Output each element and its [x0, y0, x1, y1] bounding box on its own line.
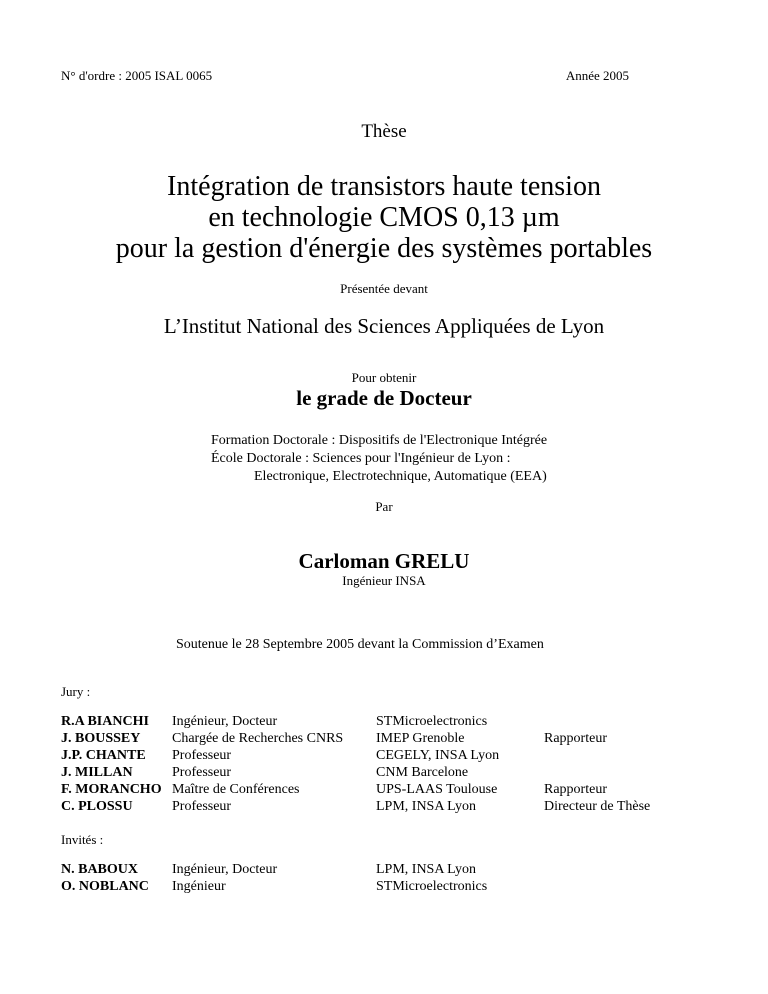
formation-block — [211, 432, 547, 486]
jury-member-lab: UPS-LAAS Toulouse — [376, 782, 498, 797]
degree: le grade de Docteur — [296, 386, 472, 410]
institution: L’Institut National des Sciences Appliquées de Lyon — [163, 314, 605, 338]
ecole-doctorale-detail: Electronique, Electrotechnique, Automatique (EEA) — [254, 469, 547, 484]
jury-member-lab: LPM, INSA Lyon — [376, 799, 476, 814]
jury-member-name: J. MILLAN — [61, 765, 133, 780]
author-name: Carloman GRELU — [298, 549, 470, 573]
guest-name: N. BABOUX — [61, 862, 139, 877]
to-obtain-label: Pour obtenir — [351, 370, 417, 385]
doc-type: Thèse — [361, 121, 407, 142]
jury-member-name: C. PLOSSU — [61, 799, 133, 814]
thesis-title-line-2: en technologie CMOS 0,13 µm — [208, 202, 560, 233]
presented-before-label: Présentée devant — [340, 281, 428, 296]
by-label: Par — [375, 499, 393, 514]
jury-label: Jury : — [61, 684, 91, 699]
thesis-title-line-1: Intégration de transistors haute tension — [167, 171, 601, 202]
jury-member-title: Professeur — [172, 765, 232, 780]
jury-member-role: Rapporteur — [544, 782, 607, 797]
defense-statement: Soutenue le 28 Septembre 2005 devant la Commission d’Examen — [176, 637, 544, 652]
jury-member-role: Directeur de Thèse — [544, 799, 651, 814]
guests-label: Invités : — [61, 832, 104, 847]
jury-member-lab: STMicroelectronics — [376, 714, 488, 729]
jury-member-title: Chargée de Recherches CNRS — [172, 731, 344, 746]
jury-member-name: R.A BIANCHI — [61, 714, 149, 729]
jury-member-name: J.P. CHANTE — [61, 748, 146, 763]
jury-member-role: Rapporteur — [544, 731, 607, 746]
jury-member-lab: CNM Barcelone — [376, 765, 469, 780]
thesis-title-line-3: pour la gestion d'énergie des systèmes portables — [115, 233, 653, 264]
guest-name: O. NOBLANC — [61, 879, 149, 894]
jury-member-name: J. BOUSSEY — [61, 731, 141, 746]
guest-title: Ingénieur, Docteur — [172, 862, 278, 877]
jury-member-lab: IMEP Grenoble — [376, 731, 465, 746]
jury-member-title: Professeur — [172, 748, 232, 763]
jury-member-title: Professeur — [172, 799, 232, 814]
jury-member-lab: CEGELY, INSA Lyon — [376, 748, 500, 763]
jury-member-title: Ingénieur, Docteur — [172, 714, 278, 729]
guest-lab: LPM, INSA Lyon — [376, 862, 476, 877]
guest-lab: STMicroelectronics — [376, 879, 488, 894]
guest-title: Ingénieur — [172, 879, 226, 894]
ecole-doctorale: École Doctorale : Sciences pour l'Ingénieur de Lyon : — [211, 451, 511, 466]
thesis-title — [0, 171, 768, 264]
formation-doctorale: Formation Doctorale : Dispositifs de l'Electronique Intégrée — [211, 433, 548, 448]
jury-member-name: F. MORANCHO — [61, 782, 162, 797]
order-number: N° d'ordre : 2005 ISAL 0065 — [61, 68, 213, 83]
year: Année 2005 — [565, 68, 629, 83]
author-title: Ingénieur INSA — [342, 573, 426, 588]
jury-member-title: Maître de Conférences — [172, 782, 300, 797]
